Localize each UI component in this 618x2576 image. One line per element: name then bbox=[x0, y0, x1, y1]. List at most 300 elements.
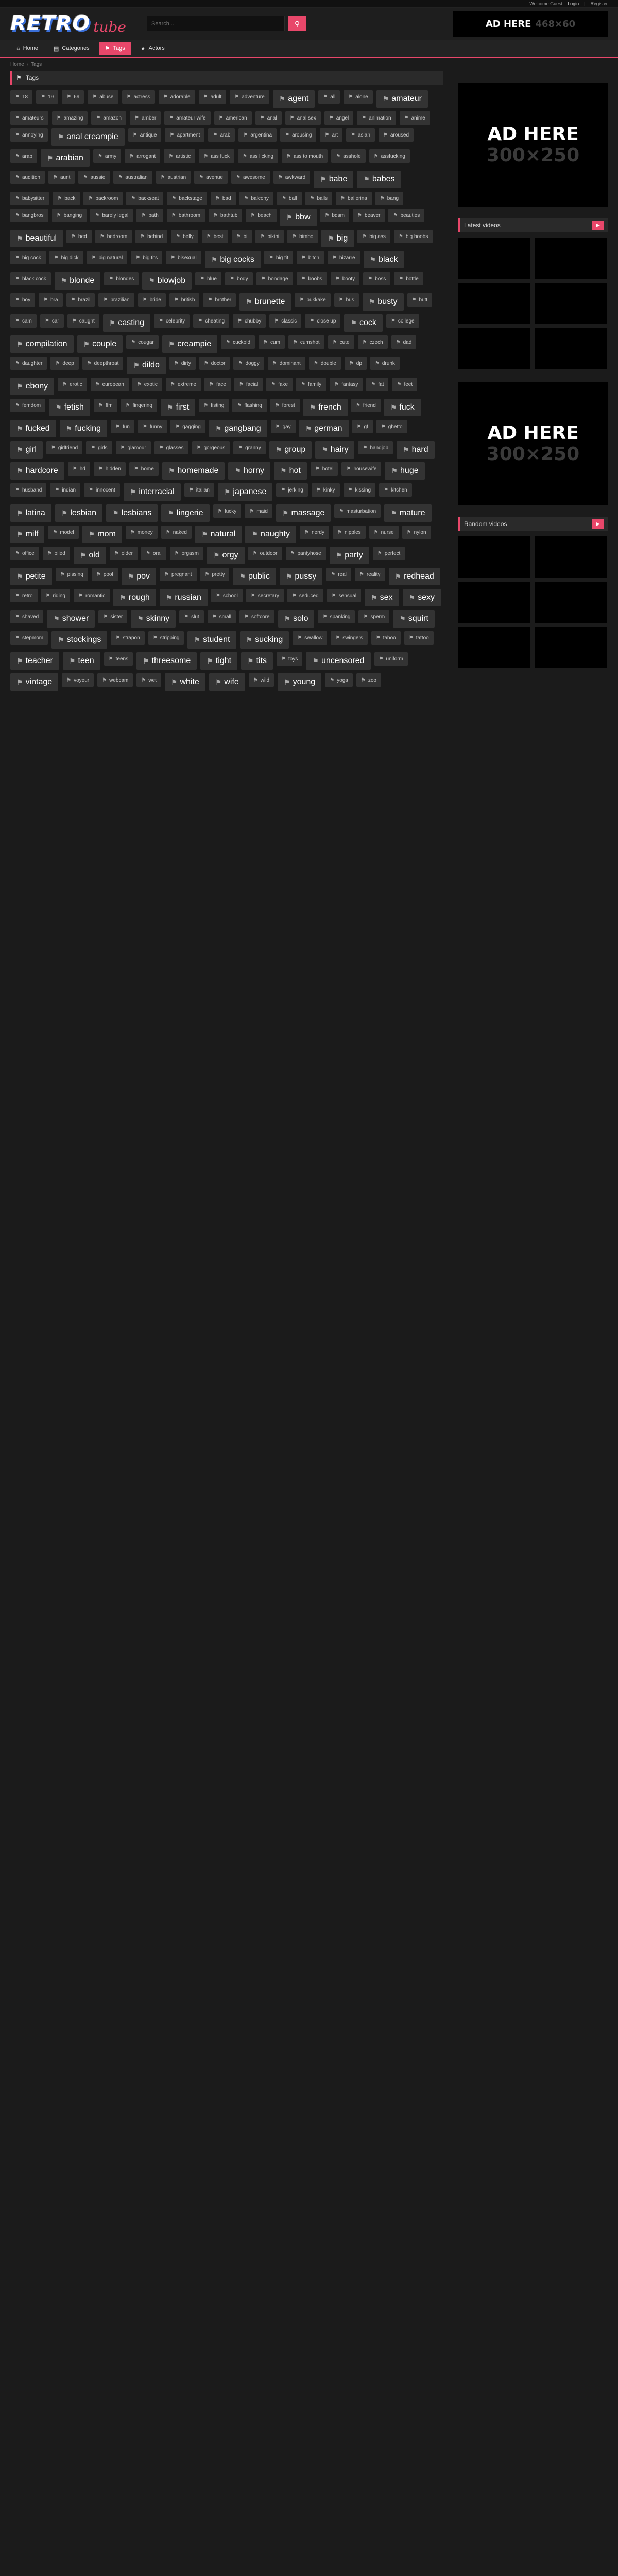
tag-link[interactable] bbox=[10, 420, 56, 437]
tag-link[interactable] bbox=[10, 192, 49, 205]
tag-link[interactable] bbox=[266, 378, 293, 391]
tag-link[interactable] bbox=[160, 589, 208, 606]
tag-link[interactable] bbox=[311, 462, 338, 476]
tag-link[interactable] bbox=[52, 111, 88, 125]
tag-link[interactable] bbox=[393, 610, 435, 628]
tag-link[interactable] bbox=[271, 420, 296, 433]
tag-link[interactable] bbox=[357, 171, 401, 188]
tag-link[interactable] bbox=[39, 293, 62, 307]
tag-link[interactable] bbox=[364, 251, 404, 268]
tag-link[interactable] bbox=[53, 192, 80, 205]
random-videos-more-button[interactable]: ▶ bbox=[592, 519, 604, 529]
tag-link[interactable] bbox=[67, 314, 99, 328]
tag-link[interactable] bbox=[274, 462, 307, 480]
tag-link[interactable] bbox=[167, 209, 205, 222]
tag-link[interactable] bbox=[238, 128, 277, 142]
tag-link[interactable] bbox=[132, 378, 162, 391]
tag-link[interactable] bbox=[245, 504, 272, 518]
tag-link[interactable] bbox=[62, 673, 94, 687]
tag-link[interactable] bbox=[10, 230, 63, 247]
tag-link[interactable] bbox=[330, 547, 369, 564]
tag-link[interactable] bbox=[314, 171, 353, 188]
tag-link[interactable] bbox=[363, 272, 390, 285]
tag-link[interactable] bbox=[148, 631, 184, 645]
tag-link[interactable] bbox=[256, 272, 293, 285]
tag-link[interactable] bbox=[388, 209, 424, 222]
tag-link[interactable] bbox=[286, 547, 326, 560]
tag-link[interactable] bbox=[195, 526, 242, 543]
tag-link[interactable] bbox=[41, 149, 90, 167]
tag-link[interactable] bbox=[318, 90, 340, 104]
tag-link[interactable] bbox=[82, 526, 122, 543]
tag-link[interactable] bbox=[353, 209, 385, 222]
tag-link[interactable] bbox=[357, 230, 390, 243]
tag-link[interactable] bbox=[334, 504, 381, 518]
tag-link[interactable] bbox=[10, 483, 46, 497]
tag-link[interactable] bbox=[162, 335, 217, 353]
tag-link[interactable] bbox=[233, 314, 266, 328]
tag-link[interactable] bbox=[48, 526, 78, 539]
tag-link[interactable] bbox=[345, 357, 367, 370]
tag-link[interactable] bbox=[213, 504, 242, 518]
latest-videos-more-button[interactable]: ▶ bbox=[592, 221, 604, 230]
video-thumbnail[interactable] bbox=[458, 283, 530, 324]
tag-link[interactable] bbox=[358, 335, 388, 349]
tag-link[interactable] bbox=[318, 610, 355, 623]
tag-link[interactable] bbox=[303, 399, 348, 416]
video-thumbnail[interactable] bbox=[458, 627, 530, 668]
tag-link[interactable] bbox=[209, 420, 267, 437]
tag-link[interactable] bbox=[10, 209, 48, 222]
tag-link[interactable] bbox=[370, 357, 400, 370]
video-thumbnail[interactable] bbox=[458, 238, 530, 279]
tag-link[interactable] bbox=[10, 399, 45, 412]
tag-link[interactable] bbox=[104, 652, 133, 666]
tag-link[interactable] bbox=[128, 128, 162, 142]
tag-link[interactable] bbox=[131, 251, 162, 264]
tag-link[interactable] bbox=[369, 526, 399, 539]
tag-link[interactable] bbox=[300, 526, 329, 539]
tag-link[interactable] bbox=[205, 251, 261, 268]
tag-link[interactable] bbox=[179, 610, 204, 623]
tag-link[interactable] bbox=[273, 90, 315, 108]
tag-link[interactable] bbox=[365, 589, 399, 606]
tag-link[interactable] bbox=[233, 568, 276, 585]
tag-link[interactable] bbox=[386, 314, 419, 328]
tag-link[interactable] bbox=[278, 610, 315, 628]
tag-link[interactable] bbox=[87, 251, 128, 264]
tag-link[interactable] bbox=[394, 272, 423, 285]
tag-link[interactable] bbox=[129, 462, 159, 476]
tag-link[interactable] bbox=[10, 526, 44, 543]
video-thumbnail[interactable] bbox=[535, 283, 607, 324]
tag-link[interactable] bbox=[10, 547, 39, 560]
tag-link[interactable] bbox=[376, 90, 428, 108]
tag-link[interactable] bbox=[296, 378, 326, 391]
tag-link[interactable] bbox=[49, 251, 83, 264]
video-thumbnail[interactable] bbox=[535, 627, 607, 668]
tag-link[interactable] bbox=[273, 171, 310, 184]
tag-link[interactable] bbox=[403, 589, 441, 606]
tag-link[interactable] bbox=[68, 462, 90, 476]
tag-link[interactable] bbox=[78, 171, 110, 184]
tag-link[interactable] bbox=[231, 171, 270, 184]
tag-link[interactable] bbox=[379, 483, 412, 497]
tag-link[interactable] bbox=[246, 589, 284, 602]
tag-link[interactable] bbox=[110, 547, 138, 560]
tag-link[interactable] bbox=[94, 399, 117, 412]
tag-link[interactable] bbox=[240, 631, 289, 649]
tag-link[interactable] bbox=[225, 272, 253, 285]
tag-link[interactable] bbox=[268, 357, 305, 370]
tag-link[interactable] bbox=[62, 90, 84, 104]
tag-link[interactable] bbox=[255, 111, 282, 125]
tag-link[interactable] bbox=[154, 314, 190, 328]
tag-link[interactable] bbox=[141, 547, 166, 560]
search-button[interactable] bbox=[288, 16, 306, 31]
tag-link[interactable] bbox=[10, 631, 48, 645]
tag-link[interactable] bbox=[136, 209, 163, 222]
tag-link[interactable] bbox=[208, 128, 235, 142]
tag-link[interactable] bbox=[48, 171, 75, 184]
tag-link[interactable] bbox=[36, 90, 58, 104]
tag-link[interactable] bbox=[10, 357, 47, 370]
tag-link[interactable] bbox=[50, 357, 78, 370]
tag-link[interactable] bbox=[66, 230, 92, 243]
tag-link[interactable] bbox=[170, 420, 205, 433]
tag-link[interactable] bbox=[170, 547, 203, 560]
tag-link[interactable] bbox=[391, 335, 417, 349]
header-ad-banner[interactable] bbox=[453, 11, 608, 37]
tag-link[interactable] bbox=[94, 462, 126, 476]
tag-link[interactable] bbox=[295, 293, 330, 307]
tag-link[interactable] bbox=[50, 483, 80, 497]
tag-link[interactable] bbox=[49, 399, 90, 416]
tag-link[interactable] bbox=[246, 209, 276, 222]
tag-link[interactable] bbox=[400, 111, 430, 125]
tag-link[interactable] bbox=[10, 128, 48, 142]
tag-link[interactable] bbox=[355, 568, 385, 581]
tag-link[interactable] bbox=[127, 357, 165, 374]
tag-link[interactable] bbox=[341, 462, 381, 476]
tag-link[interactable] bbox=[10, 378, 54, 395]
tag-link[interactable] bbox=[161, 399, 195, 416]
tag-link[interactable] bbox=[93, 149, 121, 163]
tag-link[interactable] bbox=[161, 504, 209, 522]
tag-link[interactable] bbox=[280, 568, 322, 585]
tag-link[interactable] bbox=[232, 230, 252, 243]
tag-link[interactable] bbox=[10, 293, 35, 307]
tag-link[interactable] bbox=[327, 589, 361, 602]
tag-link[interactable] bbox=[233, 441, 266, 454]
tag-link[interactable] bbox=[165, 128, 204, 142]
tag-link[interactable] bbox=[241, 652, 273, 670]
tag-link[interactable] bbox=[63, 652, 100, 670]
tag-link[interactable] bbox=[121, 399, 157, 412]
site-logo[interactable] bbox=[10, 12, 126, 36]
tag-link[interactable] bbox=[299, 420, 349, 437]
tag-link[interactable] bbox=[52, 209, 87, 222]
tag-link[interactable] bbox=[55, 504, 102, 522]
tag-link[interactable] bbox=[138, 420, 167, 433]
tag-link[interactable] bbox=[111, 631, 144, 645]
tag-link[interactable] bbox=[97, 673, 133, 687]
tag-link[interactable] bbox=[211, 589, 243, 602]
tag-link[interactable] bbox=[52, 631, 107, 649]
tag-link[interactable] bbox=[136, 652, 197, 670]
tag-link[interactable] bbox=[52, 128, 125, 146]
tag-link[interactable] bbox=[74, 589, 110, 602]
tag-link[interactable] bbox=[43, 547, 70, 560]
tag-link[interactable] bbox=[293, 631, 327, 645]
tag-link[interactable] bbox=[98, 293, 134, 307]
tag-link[interactable] bbox=[125, 149, 160, 163]
tag-link[interactable] bbox=[392, 378, 417, 391]
tag-link[interactable] bbox=[202, 230, 228, 243]
tag-link[interactable] bbox=[47, 610, 95, 628]
tag-link[interactable] bbox=[276, 483, 307, 497]
tag-link[interactable] bbox=[369, 149, 410, 163]
sidebar-ad-1[interactable] bbox=[458, 83, 608, 207]
tag-link[interactable] bbox=[357, 111, 396, 125]
tag-link[interactable] bbox=[159, 90, 195, 104]
tag-link[interactable] bbox=[374, 652, 408, 666]
tag-link[interactable] bbox=[169, 357, 196, 370]
tag-link[interactable] bbox=[138, 293, 166, 307]
tag-link[interactable] bbox=[160, 568, 196, 581]
tag-link[interactable] bbox=[297, 272, 327, 285]
tag-link[interactable] bbox=[331, 272, 359, 285]
tag-link[interactable] bbox=[397, 441, 435, 459]
tag-link[interactable] bbox=[200, 568, 230, 581]
tag-link[interactable] bbox=[124, 483, 181, 501]
breadcrumb-home[interactable]: Home bbox=[10, 61, 24, 67]
tag-link[interactable] bbox=[10, 272, 51, 285]
tag-link[interactable] bbox=[344, 314, 382, 332]
tag-link[interactable] bbox=[239, 610, 274, 623]
tag-link[interactable] bbox=[264, 251, 293, 264]
tag-link[interactable] bbox=[86, 441, 112, 454]
tag-link[interactable] bbox=[278, 673, 321, 691]
tag-link[interactable] bbox=[131, 610, 176, 628]
tag-link[interactable] bbox=[277, 192, 302, 205]
tag-link[interactable] bbox=[297, 251, 324, 264]
tag-link[interactable] bbox=[305, 314, 340, 328]
tag-link[interactable] bbox=[218, 483, 273, 501]
tag-link[interactable] bbox=[10, 610, 43, 623]
tag-link[interactable] bbox=[331, 631, 367, 645]
tag-link[interactable] bbox=[142, 272, 192, 290]
tag-link[interactable] bbox=[41, 589, 70, 602]
tag-link[interactable] bbox=[402, 526, 431, 539]
tag-link[interactable] bbox=[376, 420, 407, 433]
tag-link[interactable] bbox=[10, 441, 43, 459]
tag-link[interactable] bbox=[74, 547, 106, 564]
tag-link[interactable] bbox=[331, 149, 365, 163]
tag-link[interactable] bbox=[234, 378, 263, 391]
tag-link[interactable] bbox=[194, 171, 228, 184]
tag-link[interactable] bbox=[116, 441, 151, 454]
tag-link[interactable] bbox=[104, 272, 139, 285]
tag-link[interactable] bbox=[135, 230, 167, 243]
tag-link[interactable] bbox=[195, 272, 221, 285]
tag-link[interactable] bbox=[325, 673, 353, 687]
tag-link[interactable] bbox=[122, 90, 155, 104]
tag-link[interactable] bbox=[199, 357, 230, 370]
tag-link[interactable] bbox=[200, 652, 237, 670]
tag-link[interactable] bbox=[103, 314, 150, 332]
tag-link[interactable] bbox=[91, 378, 129, 391]
tag-link[interactable] bbox=[164, 111, 210, 125]
tag-link[interactable] bbox=[280, 128, 316, 142]
video-thumbnail[interactable] bbox=[535, 536, 607, 578]
tag-link[interactable] bbox=[233, 357, 264, 370]
tag-link[interactable] bbox=[164, 149, 195, 163]
tag-link[interactable] bbox=[207, 547, 245, 564]
tag-link[interactable] bbox=[10, 314, 37, 328]
tag-link[interactable] bbox=[156, 171, 191, 184]
tag-link[interactable] bbox=[113, 171, 152, 184]
tag-link[interactable] bbox=[344, 90, 372, 104]
tag-link[interactable] bbox=[366, 378, 388, 391]
tag-link[interactable] bbox=[82, 357, 124, 370]
tag-link[interactable] bbox=[230, 90, 269, 104]
video-thumbnail[interactable] bbox=[458, 536, 530, 578]
tag-link[interactable] bbox=[326, 568, 351, 581]
tag-link[interactable] bbox=[88, 90, 118, 104]
tag-link[interactable] bbox=[358, 610, 389, 623]
nav-item-actors[interactable] bbox=[134, 42, 171, 55]
tag-link[interactable] bbox=[344, 483, 376, 497]
tag-link[interactable] bbox=[10, 251, 46, 264]
tag-link[interactable] bbox=[209, 673, 245, 691]
tag-link[interactable] bbox=[10, 673, 58, 691]
tag-link[interactable] bbox=[320, 209, 349, 222]
tag-link[interactable] bbox=[91, 111, 126, 125]
tag-link[interactable] bbox=[214, 111, 252, 125]
nav-item-home[interactable] bbox=[10, 42, 44, 55]
tag-link[interactable] bbox=[90, 209, 133, 222]
tag-link[interactable] bbox=[287, 230, 318, 243]
tag-link[interactable] bbox=[320, 128, 342, 142]
tag-link[interactable] bbox=[248, 547, 282, 560]
tag-link[interactable] bbox=[10, 589, 38, 602]
tag-link[interactable] bbox=[126, 335, 159, 349]
tag-link[interactable] bbox=[371, 631, 401, 645]
tag-link[interactable] bbox=[285, 111, 321, 125]
tag-link[interactable] bbox=[199, 90, 227, 104]
tag-link[interactable] bbox=[282, 149, 328, 163]
tag-link[interactable] bbox=[192, 441, 230, 454]
tag-link[interactable] bbox=[165, 673, 205, 691]
tag-link[interactable] bbox=[60, 420, 107, 437]
tag-link[interactable] bbox=[373, 547, 405, 560]
video-thumbnail[interactable] bbox=[458, 582, 530, 623]
tag-link[interactable] bbox=[384, 399, 421, 416]
tag-link[interactable] bbox=[346, 128, 375, 142]
tag-link[interactable] bbox=[126, 192, 163, 205]
tag-link[interactable] bbox=[238, 149, 278, 163]
tag-link[interactable] bbox=[10, 504, 52, 522]
tag-link[interactable] bbox=[394, 230, 433, 243]
tag-link[interactable] bbox=[83, 192, 123, 205]
tag-link[interactable] bbox=[389, 568, 440, 585]
tag-link[interactable] bbox=[309, 357, 341, 370]
tag-link[interactable] bbox=[204, 378, 231, 391]
nav-item-categories[interactable] bbox=[47, 42, 96, 55]
tag-link[interactable] bbox=[211, 192, 236, 205]
tag-link[interactable] bbox=[10, 111, 48, 125]
tag-link[interactable] bbox=[56, 568, 88, 581]
tag-link[interactable] bbox=[245, 526, 296, 543]
tag-link[interactable] bbox=[10, 90, 32, 104]
tag-link[interactable] bbox=[306, 652, 370, 670]
tag-link[interactable] bbox=[259, 335, 285, 349]
tag-link[interactable] bbox=[199, 149, 234, 163]
tag-link[interactable] bbox=[239, 293, 291, 311]
video-thumbnail[interactable] bbox=[458, 328, 530, 369]
tag-link[interactable] bbox=[46, 441, 82, 454]
tag-link[interactable] bbox=[126, 526, 158, 539]
tag-link[interactable] bbox=[10, 462, 64, 480]
tag-link[interactable] bbox=[324, 111, 353, 125]
tag-link[interactable] bbox=[269, 441, 312, 459]
tag-link[interactable] bbox=[169, 293, 200, 307]
tag-link[interactable] bbox=[336, 192, 372, 205]
tag-link[interactable] bbox=[379, 128, 414, 142]
nav-item-tags[interactable] bbox=[99, 42, 131, 55]
tag-link[interactable] bbox=[136, 673, 161, 687]
tag-link[interactable] bbox=[209, 209, 242, 222]
tag-link[interactable] bbox=[66, 293, 95, 307]
tag-link[interactable] bbox=[10, 335, 74, 353]
tag-link[interactable] bbox=[10, 149, 37, 163]
tag-link[interactable] bbox=[199, 399, 229, 412]
tag-link[interactable] bbox=[203, 293, 236, 307]
tag-link[interactable] bbox=[106, 504, 158, 522]
tag-link[interactable] bbox=[187, 631, 236, 649]
tag-link[interactable] bbox=[221, 335, 255, 349]
tag-link[interactable] bbox=[113, 589, 156, 606]
tag-link[interactable] bbox=[95, 230, 132, 243]
tag-link[interactable] bbox=[375, 192, 403, 205]
tag-link[interactable] bbox=[184, 483, 214, 497]
tag-link[interactable] bbox=[328, 335, 354, 349]
tag-link[interactable] bbox=[328, 251, 360, 264]
tag-link[interactable] bbox=[288, 335, 324, 349]
register-link[interactable]: Register bbox=[590, 1, 608, 6]
tag-link[interactable] bbox=[111, 420, 134, 433]
tag-link[interactable] bbox=[270, 399, 300, 412]
tag-link[interactable] bbox=[384, 504, 431, 522]
tag-link[interactable] bbox=[356, 673, 381, 687]
video-thumbnail[interactable] bbox=[535, 238, 607, 279]
tag-link[interactable] bbox=[321, 230, 354, 247]
tag-link[interactable] bbox=[161, 526, 192, 539]
tag-link[interactable] bbox=[92, 568, 118, 581]
tag-link[interactable] bbox=[232, 399, 266, 412]
tag-link[interactable] bbox=[255, 230, 284, 243]
tag-link[interactable] bbox=[276, 504, 331, 522]
tag-link[interactable] bbox=[98, 610, 127, 623]
tag-link[interactable] bbox=[249, 673, 274, 687]
tag-link[interactable] bbox=[351, 399, 381, 412]
video-thumbnail[interactable] bbox=[535, 328, 607, 369]
tag-link[interactable] bbox=[166, 378, 201, 391]
tag-link[interactable] bbox=[77, 335, 123, 353]
tag-link[interactable] bbox=[269, 314, 301, 328]
tag-link[interactable] bbox=[208, 610, 236, 623]
